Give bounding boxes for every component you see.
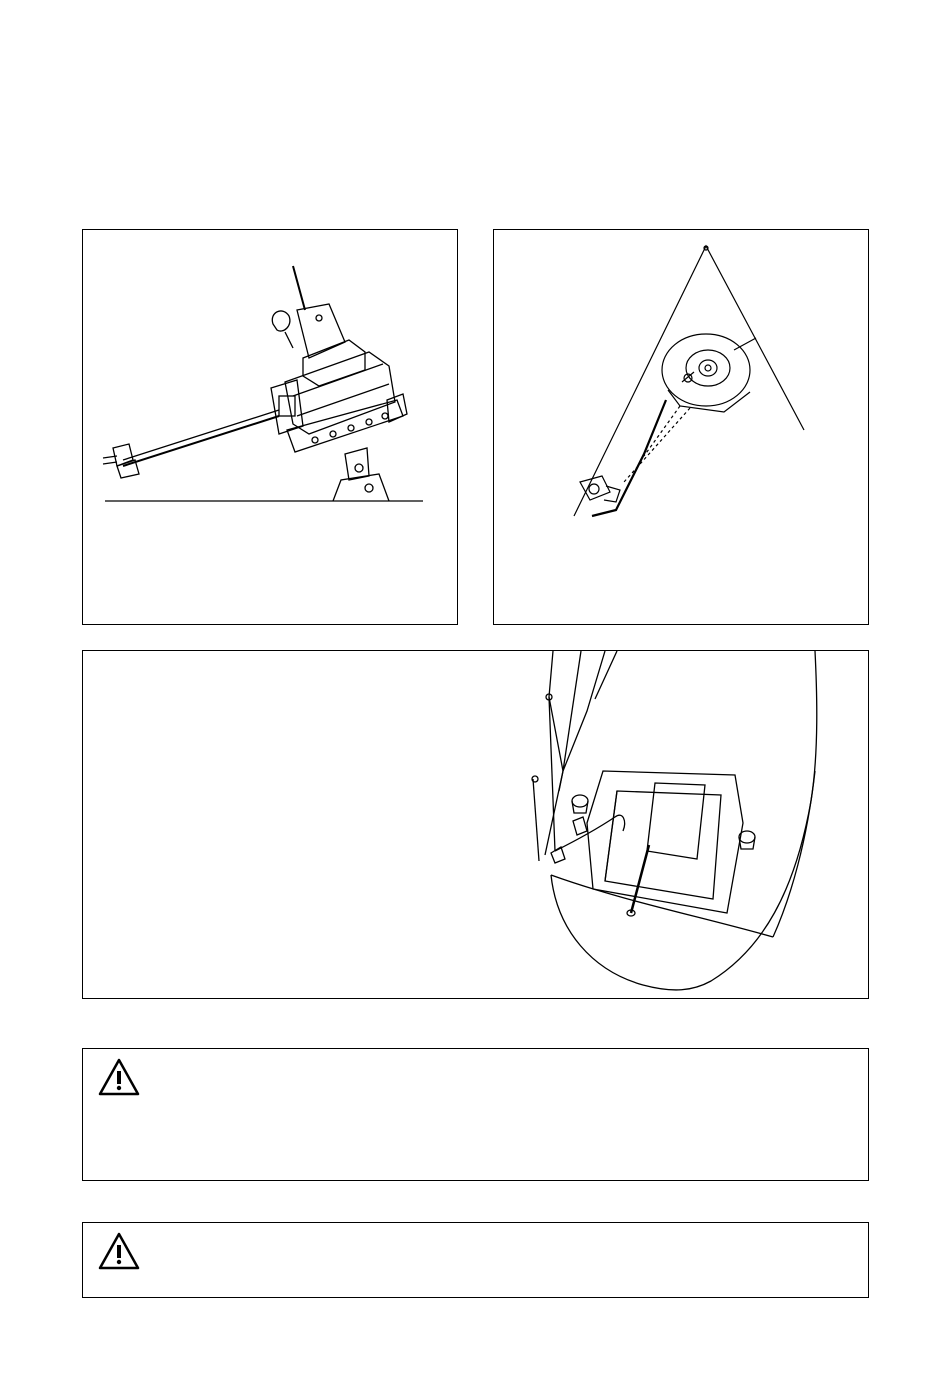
furler-drum-illustration <box>83 230 459 626</box>
figure-cockpit-line-routing <box>82 650 869 999</box>
furling-line-sheave-illustration <box>494 230 870 626</box>
warning-box <box>82 1048 869 1181</box>
figure-furler-drum <box>82 229 458 625</box>
warning-triangle-icon <box>97 1057 141 1097</box>
warning-triangle-icon <box>97 1231 141 1271</box>
figure-furling-line-sheave <box>493 229 869 625</box>
cockpit-line-routing-illustration <box>83 651 870 1000</box>
warning-box <box>82 1222 869 1298</box>
